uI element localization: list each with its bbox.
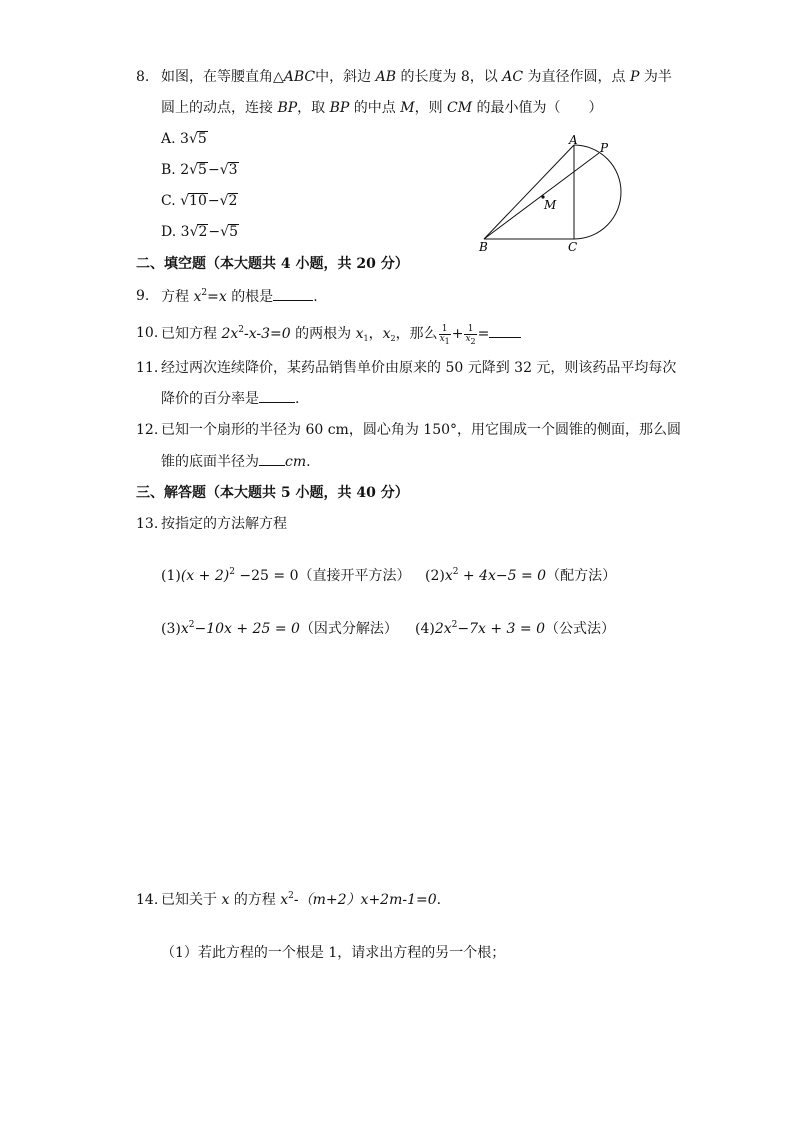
segment-bp (484, 153, 599, 239)
label-p: P (600, 141, 609, 155)
option-b (161, 161, 239, 179)
equation: 2x (434, 621, 452, 637)
radical-icon: √ (189, 224, 199, 240)
text: 已知方程 (161, 326, 217, 342)
text: 的方程 (233, 892, 276, 908)
radical-icon: √ (220, 224, 230, 240)
part-label: (2) (425, 568, 445, 584)
equals: = (477, 326, 490, 342)
text: ，则 (414, 100, 443, 116)
minus: − (207, 193, 220, 209)
text: . (436, 892, 442, 908)
text: 的最小值为（ ） (476, 100, 603, 116)
answer-blank[interactable] (259, 452, 285, 466)
radical-icon: √ (188, 131, 198, 147)
question-9 (161, 287, 318, 306)
numerator: 1 (464, 325, 476, 335)
subscript: 1 (363, 334, 369, 343)
equation: (x + 2) (180, 568, 230, 584)
text: 的中点 (353, 100, 396, 116)
question-number-8: 8. (136, 69, 150, 85)
radicand: 5 (197, 131, 207, 147)
semicircle (574, 145, 621, 239)
equation: x (180, 621, 189, 637)
segment-cm: CM (447, 100, 473, 116)
option-label: A. (161, 131, 176, 147)
q13-part-4 (415, 620, 615, 638)
equation: x (280, 892, 289, 908)
subscript: 2 (470, 336, 476, 346)
question-12-line-2 (161, 452, 311, 471)
var-x2: x (382, 326, 391, 342)
section-3-heading: 三、解答题（本大题共 5 小题，共 40 分） (136, 485, 409, 501)
radicand: 3 (228, 162, 238, 178)
radicand: 2 (198, 224, 208, 240)
denominator (439, 335, 451, 344)
question-14-part-1: （1）若此方程的一个根是 1，请求出方程的另一个根； (161, 945, 506, 961)
question-14 (161, 891, 441, 909)
segment-ac: AC (502, 69, 524, 85)
question-11-line-2 (161, 389, 299, 408)
radical-icon: √ (219, 193, 229, 209)
text: . (295, 391, 300, 407)
question-number-13: 13. (136, 516, 159, 532)
option-d (161, 223, 239, 241)
option-c (161, 192, 238, 210)
radicand: 5 (198, 162, 207, 178)
radical-icon: √ (180, 193, 190, 209)
equation: −7x + 3 = 0 (457, 621, 545, 637)
exponent: 2 (188, 620, 195, 630)
denominator (464, 335, 476, 344)
q13-part-1 (161, 567, 410, 585)
part-label: (4) (415, 621, 435, 637)
q13-part-3 (161, 620, 398, 638)
coefficient: 3 (180, 131, 189, 147)
question-10 (161, 324, 521, 344)
segment-bp: BP (277, 100, 298, 116)
exponent: 2 (451, 620, 458, 630)
equation: -x-3=0 (244, 326, 291, 342)
equation: =x (207, 289, 227, 305)
point-m: M (400, 100, 415, 116)
segment-ab: AB (375, 69, 396, 85)
equation: + 4x−5 = 0 (458, 568, 547, 584)
radicand: 10 (189, 193, 207, 209)
text: 中，斜边 (315, 69, 372, 85)
radicand: 5 (229, 224, 238, 240)
text: . (306, 454, 311, 470)
label-c: C (568, 240, 578, 254)
plus: + (451, 326, 464, 342)
question-number-9: 9. (136, 288, 150, 304)
text: 为半 (643, 69, 672, 85)
exponent: 2 (201, 288, 208, 298)
minus: − (208, 224, 221, 240)
method: （配方法） (546, 568, 617, 584)
radicand: 2 (228, 193, 238, 209)
radical-icon: √ (219, 162, 229, 178)
equation: -（m+2）x+2m-1=0 (293, 892, 437, 908)
option-a (161, 130, 208, 148)
equation: −10x + 25 = 0 (194, 621, 300, 637)
text: ，那么 (395, 326, 438, 342)
exponent: 2 (288, 891, 294, 901)
method: （直接开平方法） (298, 568, 411, 584)
coefficient: 2 (180, 162, 190, 178)
var-x: x (193, 289, 202, 305)
label-m: M (544, 198, 557, 212)
question-number-11: 11. (136, 360, 159, 376)
option-label: B. (161, 162, 176, 178)
method: （因式分解法） (299, 621, 398, 637)
subscript: 1 (444, 336, 450, 346)
answer-blank[interactable] (273, 287, 313, 301)
method: （公式法） (545, 621, 615, 637)
coefficient: 3 (180, 224, 190, 240)
text: . (313, 289, 318, 305)
radical-icon: √ (189, 162, 199, 178)
question-12-line-1: 已知一个扇形的半径为 60 cm，圆心角为 150°，用它围成一个圆锥的侧面，那么圆 (161, 422, 682, 438)
part-label: (3) (161, 621, 181, 637)
text: 方程 (161, 289, 189, 305)
var-x: x (465, 333, 471, 344)
text: 已知关于 (161, 892, 217, 908)
question-8-line-1 (161, 68, 672, 86)
text: 如图，在等腰直角 (161, 69, 273, 85)
equation: x (444, 568, 453, 584)
q13-part-2 (425, 567, 616, 585)
text: 的根是 (231, 289, 274, 305)
var-x1: x (355, 326, 364, 342)
text: 的长度为 8，以 (400, 69, 498, 85)
text: ，取 (297, 100, 326, 116)
segment-ab (484, 145, 574, 239)
question-number-10: 10. (136, 325, 159, 341)
segment-bp: BP (329, 100, 350, 116)
option-label: D. (161, 224, 177, 240)
equation: −25 = 0 (234, 568, 299, 584)
var-x: x (439, 333, 445, 344)
answer-blank[interactable] (259, 389, 295, 403)
exponent: 2 (452, 567, 459, 577)
fraction (439, 325, 451, 344)
question-11-line-1: 经过两次连续降价，某药品销售单价由原来的 50 元降到 32 元，则该药品平均每次 (161, 360, 677, 376)
label-b: B (479, 240, 488, 254)
var-x: x (221, 892, 230, 908)
answer-blank[interactable] (489, 324, 521, 338)
unit: cm (285, 454, 307, 470)
section-2-heading: 二、填空题（本大题共 4 小题，共 20 分） (136, 256, 409, 272)
question-8-line-2 (161, 99, 603, 117)
text: ， (368, 326, 383, 342)
triangle-abc: △ABC (273, 69, 316, 85)
minus: − (207, 162, 220, 178)
option-label: C. (161, 193, 176, 209)
text: 锥的底面半径为 (161, 454, 259, 470)
exponent: 2 (238, 325, 244, 335)
question-number-14: 14. (136, 892, 159, 908)
fraction (464, 325, 476, 344)
point-p: P (630, 69, 640, 85)
numerator: 1 (439, 325, 451, 335)
exponent: 2 (229, 567, 235, 577)
geometry-figure (478, 133, 628, 255)
subscript: 2 (390, 334, 396, 343)
question-number-12: 12. (136, 422, 159, 438)
question-13-title: 按指定的方法解方程 (161, 516, 287, 532)
label-a: A (569, 133, 578, 147)
text: 为直径作圆，点 (527, 69, 626, 85)
text: 降价的百分率是 (161, 391, 259, 407)
text: 的两根为 (295, 326, 352, 342)
text: 圆上的动点，连接 (161, 100, 273, 116)
equation: 2x (221, 326, 239, 342)
part-label: (1) (161, 568, 181, 584)
